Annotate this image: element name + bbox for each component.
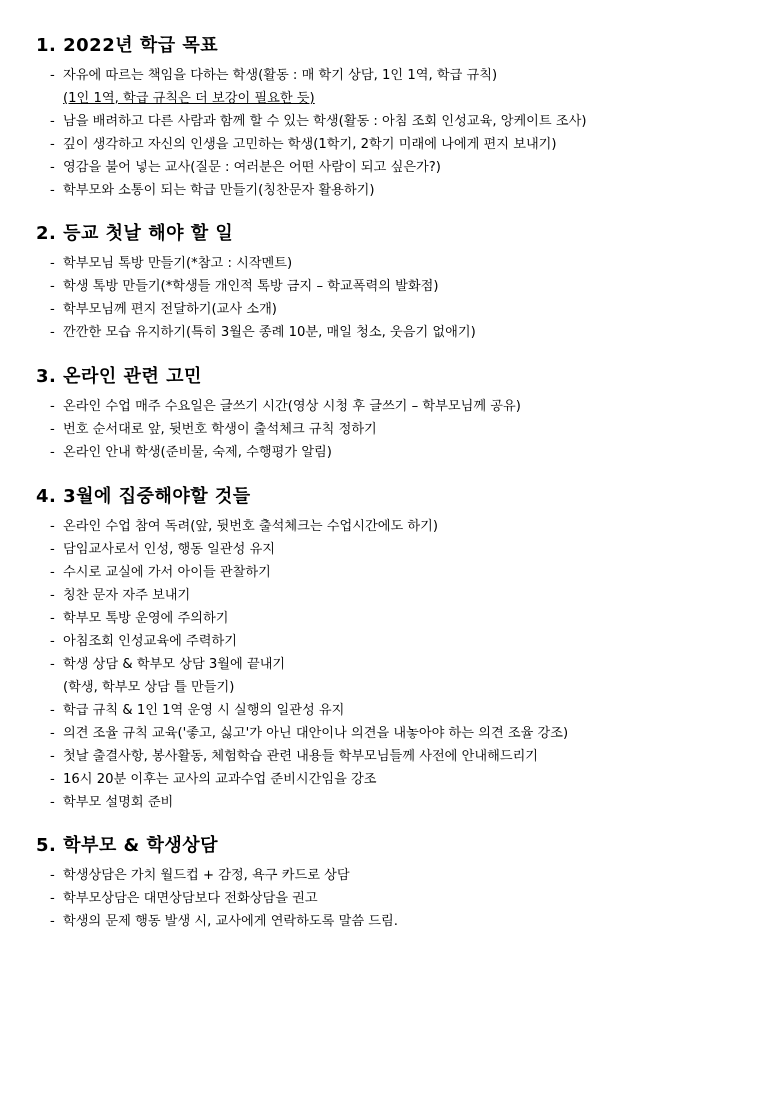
dash-marker: - xyxy=(50,657,55,672)
list-item-text: 깊이 생각하고 자신의 인생을 고민하는 학생(1학기, 2학기 미래에 나에게 편지 보내기) xyxy=(63,137,557,152)
dash-marker: - xyxy=(50,422,55,437)
dash-marker: - xyxy=(50,891,55,906)
dash-marker: - xyxy=(50,703,55,718)
section-counseling xyxy=(36,834,756,933)
list-item-text: 칭찬 문자 자주 보내기 xyxy=(63,588,191,603)
list-item-text: 학생 톡방 만들기(*학생들 개인적 톡방 금지 – 학교폭력의 발화점) xyxy=(63,279,439,294)
list-item-text: 학생 상담 & 학부모 상담 3월에 끝내기 xyxy=(63,657,286,672)
dash-marker: - xyxy=(50,914,55,929)
list-item-text: 남을 배려하고 다른 사람과 함께 할 수 있는 학생(활동 : 아침 조회 인성교육, 앙케이트 조사) xyxy=(63,114,587,129)
list-item xyxy=(36,653,756,676)
section-heading: 5. 학부모 & 학생상담 xyxy=(36,835,219,856)
list-item-text: 학부모님께 편지 전달하기(교사 소개) xyxy=(63,302,277,317)
underlined-note: (1인 1역, 학급 규칙은 더 보강이 필요한 듯) xyxy=(63,91,315,106)
list-item xyxy=(36,298,756,321)
list-item-continuation xyxy=(36,87,756,110)
section-heading: 4. 3월에 집중해야할 것들 xyxy=(36,486,251,507)
list-item-text: 학생의 문제 행동 발생 시, 교사에게 연락하도록 말씀 드림. xyxy=(63,914,398,929)
list-item-text: 학급 규칙 & 1인 1역 운영 시 실행의 일관성 유지 xyxy=(63,703,345,718)
item-list xyxy=(36,252,756,344)
dash-marker: - xyxy=(50,565,55,580)
list-item xyxy=(36,252,756,275)
dash-marker: - xyxy=(50,634,55,649)
section-online xyxy=(36,365,756,464)
list-item-text: 깐깐한 모습 유지하기(특히 3월은 종례 10분, 매일 청소, 웃음기 없애기) xyxy=(63,325,476,340)
section-class-goals xyxy=(36,34,756,202)
list-item xyxy=(36,179,756,202)
item-list xyxy=(36,395,756,464)
list-item-text: 첫날 출결사항, 봉사활동, 체험학습 관련 내용들 학부모님들께 사전에 안내해드리기 xyxy=(63,749,539,764)
dash-marker: - xyxy=(50,68,55,83)
continuation-text: (학생, 학부모 상담 틀 만들기) xyxy=(63,680,235,695)
list-item xyxy=(36,515,756,538)
list-item xyxy=(36,584,756,607)
list-item xyxy=(36,722,756,745)
list-item xyxy=(36,607,756,630)
list-item-text: 학부모 설명회 준비 xyxy=(63,795,174,810)
dash-marker: - xyxy=(50,399,55,414)
dash-marker: - xyxy=(50,445,55,460)
list-item xyxy=(36,791,756,814)
dash-marker: - xyxy=(50,302,55,317)
list-item-text: 학부모와 소통이 되는 학급 만들기(칭찬문자 활용하기) xyxy=(63,183,375,198)
list-item xyxy=(36,699,756,722)
list-item xyxy=(36,441,756,464)
dash-marker: - xyxy=(50,795,55,810)
list-item-text: 학생상담은 가치 월드컵 + 감정, 욕구 카드로 상담 xyxy=(63,868,350,883)
list-item-text: 학부모님 톡방 만들기(*참고 : 시작멘트) xyxy=(63,256,293,271)
list-item xyxy=(36,864,756,887)
dash-marker: - xyxy=(50,114,55,129)
list-item xyxy=(36,395,756,418)
list-item xyxy=(36,887,756,910)
dash-marker: - xyxy=(50,611,55,626)
list-item-text: 16시 20분 이후는 교사의 교과수업 준비시간임을 강조 xyxy=(63,772,377,787)
list-item xyxy=(36,418,756,441)
list-item xyxy=(36,156,756,179)
dash-marker: - xyxy=(50,183,55,198)
list-item-text: 번호 순서대로 앞, 뒷번호 학생이 출석체크 규칙 정하기 xyxy=(63,422,377,437)
dash-marker: - xyxy=(50,256,55,271)
section-march-focus xyxy=(36,485,756,814)
list-item-text: 자유에 따르는 책임을 다하는 학생(활동 : 매 학기 상담, 1인 1역, 학급 규칙) xyxy=(63,68,498,83)
section-first-day xyxy=(36,222,756,344)
dash-marker: - xyxy=(50,726,55,741)
list-item xyxy=(36,538,756,561)
list-item-text: 학부모 톡방 운영에 주의하기 xyxy=(63,611,229,626)
list-item xyxy=(36,745,756,768)
list-item xyxy=(36,630,756,653)
dash-marker: - xyxy=(50,588,55,603)
list-item xyxy=(36,910,756,933)
item-list xyxy=(36,515,756,814)
list-item-text: 영감을 불어 넣는 교사(질문 : 여러분은 어떤 사람이 되고 싶은가?) xyxy=(63,160,441,175)
dash-marker: - xyxy=(50,137,55,152)
dash-marker: - xyxy=(50,279,55,294)
list-item xyxy=(36,64,756,87)
list-item-text: 온라인 수업 매주 수요일은 글쓰기 시간(영상 시청 후 글쓰기 – 학부모님께 공유) xyxy=(63,399,521,414)
list-item-text: 학부모상담은 대면상담보다 전화상담을 권고 xyxy=(63,891,318,906)
item-list xyxy=(36,64,756,202)
list-item xyxy=(36,561,756,584)
list-item-text: 아침조회 인성교육에 주력하기 xyxy=(63,634,237,649)
dash-marker: - xyxy=(50,772,55,787)
list-item xyxy=(36,110,756,133)
dash-marker: - xyxy=(50,542,55,557)
list-item-text: 온라인 안내 학생(준비물, 숙제, 수행평가 알림) xyxy=(63,445,332,460)
list-item-continuation xyxy=(36,676,756,699)
list-item xyxy=(36,321,756,344)
dash-marker: - xyxy=(50,160,55,175)
section-heading: 2. 등교 첫날 해야 할 일 xyxy=(36,223,234,244)
list-item xyxy=(36,768,756,791)
list-item-text: 의견 조율 규칙 교육('좋고, 싫고'가 아닌 대안이나 의견을 내놓아야 하는 의견 조율 강조) xyxy=(63,726,569,741)
list-item xyxy=(36,133,756,156)
list-item-text: 온라인 수업 참여 독려(앞, 뒷번호 출석체크는 수업시간에도 하기) xyxy=(63,519,439,534)
item-list xyxy=(36,864,756,933)
dash-marker: - xyxy=(50,749,55,764)
dash-marker: - xyxy=(50,519,55,534)
list-item xyxy=(36,275,756,298)
section-heading: 3. 온라인 관련 고민 xyxy=(36,366,202,387)
dash-marker: - xyxy=(50,868,55,883)
dash-marker: - xyxy=(50,325,55,340)
list-item-text: 담임교사로서 인성, 행동 일관성 유지 xyxy=(63,542,276,557)
list-item-text: 수시로 교실에 가서 아이들 관찰하기 xyxy=(63,565,271,580)
section-heading: 1. 2022년 학급 목표 xyxy=(36,35,219,56)
